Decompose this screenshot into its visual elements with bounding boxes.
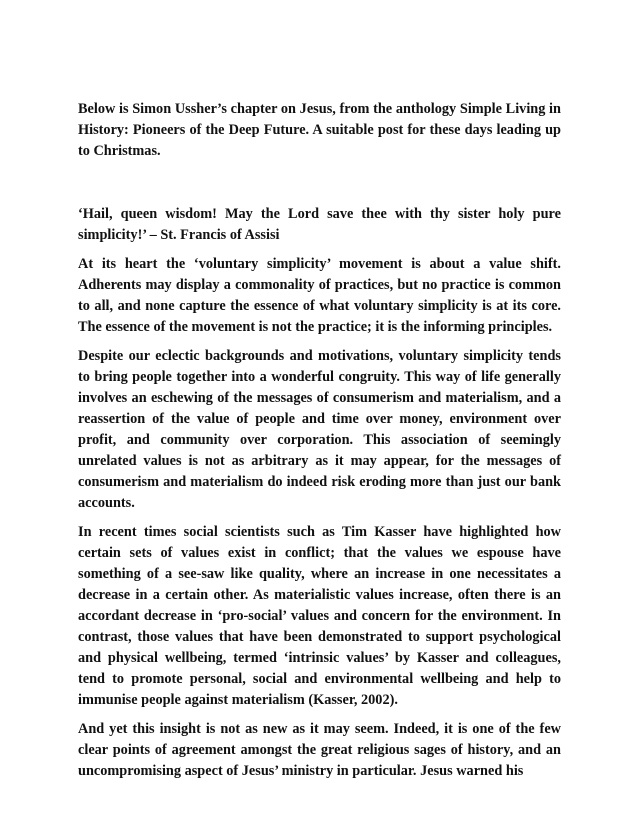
- document-body: [78, 99, 561, 790]
- epigraph-quote: ‘Hail, queen wisdom! May the Lord save thee with thy sister holy pure simplicity!’ – St. Francis of Assisi: [78, 206, 561, 243]
- body-paragraph-1: At its heart the ‘voluntary simplicity’ movement is about a value shift. Adherents may display a commonality of practices, but no practice is common to all, and none capture the essence of what voluntary simplicity is at its core. The essence of the movement is not the practice; it is the informing principles.: [78, 256, 561, 335]
- body-paragraph-3: In recent times social scientists such as Tim Kasser have highlighted how certain sets of values exist in conflict; that the values we espouse have something of a see-saw like quality, where an increase in one necessitates a decrease in a certain other. As materialistic values increase, often there is an accordant decrease in ‘pro-social’ values and concern for the environment. In contrast, those values that have been demonstrated to support psychological and physical wellbeing, termed ‘intrinsic values’ by Kasser and colleagues, tend to promote personal, social and environmental wellbeing and help to immunise people against materialism (Kasser, 2002).: [78, 524, 561, 708]
- intro-paragraph: Below is Simon Ussher’s chapter on Jesus, from the anthology Simple Living in History: Pioneers of the Deep Future. A suitable post for these days leading up to Christmas.: [78, 101, 561, 159]
- body-paragraph-4: And yet this insight is not as new as it may seem. Indeed, it is one of the few clear points of agreement amongst the great religious sages of history, and an uncompromising aspect of Jesus’ ministry in particular. Jesus warned his: [78, 721, 561, 779]
- body-paragraph-2: Despite our eclectic backgrounds and motivations, voluntary simplicity tends to bring people together into a wonderful congruity. This way of life generally involves an eschewing of the messages of consumerism and materialism, and a reassertion of the value of people and time over money, environment over profit, and community over corporation. This association of seemingly unrelated values is not as arbitrary as it may appear, for the messages of consumerism and materialism do indeed risk eroding more than just our bank accounts.: [78, 348, 561, 511]
